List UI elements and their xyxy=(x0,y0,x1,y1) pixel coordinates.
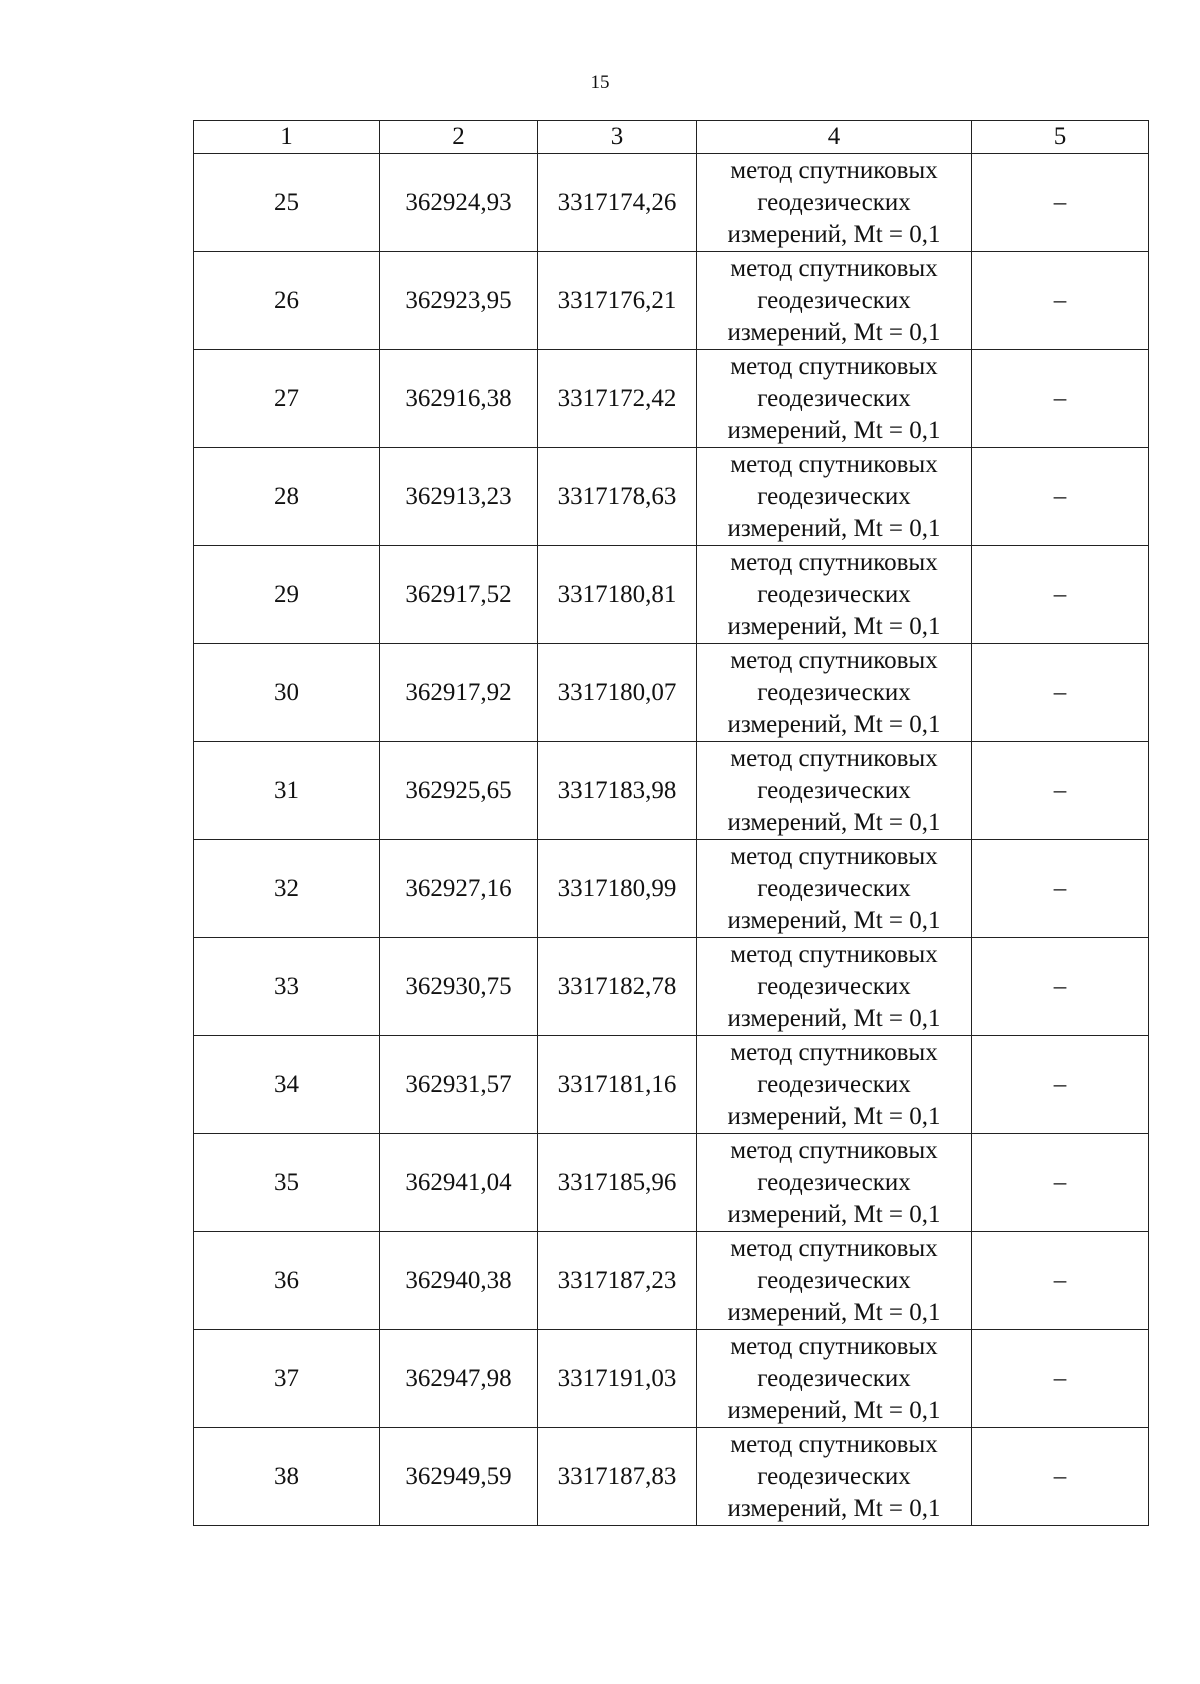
cell-method xyxy=(697,938,972,1036)
cell-note: – xyxy=(972,1036,1149,1134)
cell-point-number: 37 xyxy=(194,1330,380,1428)
method-line: метод спутниковых xyxy=(730,450,938,478)
method-line: измерений, Mt = 0,1 xyxy=(727,318,941,346)
method-line: измерений, Mt = 0,1 xyxy=(727,1004,941,1032)
method-line: геодезических xyxy=(757,874,911,902)
table-body xyxy=(194,121,1149,1526)
method-line: измерений, Mt = 0,1 xyxy=(727,1102,941,1130)
method-line: геодезических xyxy=(757,384,911,412)
cell-coordinate-y: 3317176,21 xyxy=(538,252,697,350)
method-line: геодезических xyxy=(757,972,911,1000)
cell-point-number: 36 xyxy=(194,1232,380,1330)
cell-coordinate-y: 3317187,83 xyxy=(538,1428,697,1526)
method-line: измерений, Mt = 0,1 xyxy=(727,1494,941,1522)
method-line: метод спутниковых xyxy=(730,352,938,380)
column-header: 2 xyxy=(380,121,538,154)
method-line: геодезических xyxy=(757,776,911,804)
method-line: метод спутниковых xyxy=(730,1234,938,1262)
cell-point-number: 28 xyxy=(194,448,380,546)
cell-coordinate-x: 362930,75 xyxy=(380,938,538,1036)
cell-note: – xyxy=(972,742,1149,840)
cell-coordinate-x: 362916,38 xyxy=(380,350,538,448)
method-line: метод спутниковых xyxy=(730,548,938,576)
method-line: метод спутниковых xyxy=(730,1038,938,1066)
table-row xyxy=(194,938,1149,1036)
cell-coordinate-x: 362947,98 xyxy=(380,1330,538,1428)
cell-coordinate-y: 3317180,07 xyxy=(538,644,697,742)
column-header: 5 xyxy=(972,121,1149,154)
cell-coordinate-x: 362941,04 xyxy=(380,1134,538,1232)
method-line: метод спутниковых xyxy=(730,1136,938,1164)
column-header: 1 xyxy=(194,121,380,154)
cell-coordinate-y: 3317181,16 xyxy=(538,1036,697,1134)
method-line: измерений, Mt = 0,1 xyxy=(727,808,941,836)
cell-method xyxy=(697,644,972,742)
method-line: измерений, Mt = 0,1 xyxy=(727,1298,941,1326)
cell-coordinate-y: 3317191,03 xyxy=(538,1330,697,1428)
cell-note: – xyxy=(972,350,1149,448)
cell-method xyxy=(697,742,972,840)
cell-coordinate-x: 362917,92 xyxy=(380,644,538,742)
table-row xyxy=(194,742,1149,840)
cell-point-number: 38 xyxy=(194,1428,380,1526)
method-line: геодезических xyxy=(757,1168,911,1196)
page-number: 15 xyxy=(590,72,610,93)
cell-note: – xyxy=(972,1330,1149,1428)
method-line: измерений, Mt = 0,1 xyxy=(727,1396,941,1424)
method-line: измерений, Mt = 0,1 xyxy=(727,906,941,934)
cell-coordinate-x: 362931,57 xyxy=(380,1036,538,1134)
method-line: метод спутниковых xyxy=(730,1430,938,1458)
cell-method xyxy=(697,154,972,252)
method-line: метод спутниковых xyxy=(730,744,938,772)
cell-method xyxy=(697,252,972,350)
cell-point-number: 35 xyxy=(194,1134,380,1232)
cell-method xyxy=(697,1134,972,1232)
cell-point-number: 27 xyxy=(194,350,380,448)
coordinates-table xyxy=(193,120,1149,1526)
table-row xyxy=(194,1428,1149,1526)
cell-point-number: 30 xyxy=(194,644,380,742)
method-line: геодезических xyxy=(757,1364,911,1392)
cell-note: – xyxy=(972,1134,1149,1232)
cell-note: – xyxy=(972,154,1149,252)
cell-point-number: 25 xyxy=(194,154,380,252)
cell-coordinate-x: 362927,16 xyxy=(380,840,538,938)
method-line: геодезических xyxy=(757,1462,911,1490)
table-row xyxy=(194,1232,1149,1330)
cell-point-number: 29 xyxy=(194,546,380,644)
method-line: геодезических xyxy=(757,1266,911,1294)
table-row xyxy=(194,1330,1149,1428)
cell-coordinate-x: 362923,95 xyxy=(380,252,538,350)
cell-coordinate-y: 3317187,23 xyxy=(538,1232,697,1330)
table-row xyxy=(194,840,1149,938)
cell-method xyxy=(697,350,972,448)
cell-coordinate-x: 362917,52 xyxy=(380,546,538,644)
table-row xyxy=(194,154,1149,252)
method-line: геодезических xyxy=(757,286,911,314)
table-row xyxy=(194,1036,1149,1134)
cell-coordinate-y: 3317180,99 xyxy=(538,840,697,938)
cell-coordinate-y: 3317185,96 xyxy=(538,1134,697,1232)
cell-coordinate-y: 3317178,63 xyxy=(538,448,697,546)
method-line: геодезических xyxy=(757,580,911,608)
method-line: измерений, Mt = 0,1 xyxy=(727,1200,941,1228)
cell-coordinate-x: 362924,93 xyxy=(380,154,538,252)
method-line: метод спутниковых xyxy=(730,646,938,674)
cell-point-number: 26 xyxy=(194,252,380,350)
cell-coordinate-y: 3317172,42 xyxy=(538,350,697,448)
cell-note: – xyxy=(972,546,1149,644)
cell-method xyxy=(697,840,972,938)
method-line: геодезических xyxy=(757,678,911,706)
cell-coordinate-x: 362925,65 xyxy=(380,742,538,840)
cell-coordinate-x: 362949,59 xyxy=(380,1428,538,1526)
table-row xyxy=(194,1134,1149,1232)
cell-note: – xyxy=(972,448,1149,546)
cell-method xyxy=(697,1036,972,1134)
table-row xyxy=(194,350,1149,448)
table-header-row xyxy=(194,121,1149,154)
method-line: геодезических xyxy=(757,482,911,510)
method-line: измерений, Mt = 0,1 xyxy=(727,416,941,444)
method-line: измерений, Mt = 0,1 xyxy=(727,612,941,640)
method-line: метод спутниковых xyxy=(730,156,938,184)
cell-note: – xyxy=(972,938,1149,1036)
cell-point-number: 32 xyxy=(194,840,380,938)
method-line: геодезических xyxy=(757,188,911,216)
cell-method xyxy=(697,1232,972,1330)
method-line: измерений, Mt = 0,1 xyxy=(727,220,941,248)
method-line: измерений, Mt = 0,1 xyxy=(727,710,941,738)
cell-point-number: 34 xyxy=(194,1036,380,1134)
table-row xyxy=(194,448,1149,546)
table-row xyxy=(194,546,1149,644)
method-line: измерений, Mt = 0,1 xyxy=(727,514,941,542)
cell-note: – xyxy=(972,252,1149,350)
cell-method xyxy=(697,1330,972,1428)
cell-method xyxy=(697,1428,972,1526)
cell-coordinate-y: 3317180,81 xyxy=(538,546,697,644)
table-row xyxy=(194,644,1149,742)
column-header: 3 xyxy=(538,121,697,154)
method-line: метод спутниковых xyxy=(730,940,938,968)
cell-note: – xyxy=(972,1232,1149,1330)
cell-note: – xyxy=(972,840,1149,938)
cell-note: – xyxy=(972,1428,1149,1526)
cell-note: – xyxy=(972,644,1149,742)
cell-point-number: 33 xyxy=(194,938,380,1036)
method-line: метод спутниковых xyxy=(730,254,938,282)
cell-point-number: 31 xyxy=(194,742,380,840)
table-row xyxy=(194,252,1149,350)
cell-coordinate-x: 362940,38 xyxy=(380,1232,538,1330)
cell-coordinate-y: 3317182,78 xyxy=(538,938,697,1036)
cell-coordinate-y: 3317174,26 xyxy=(538,154,697,252)
method-line: метод спутниковых xyxy=(730,1332,938,1360)
method-line: геодезических xyxy=(757,1070,911,1098)
cell-coordinate-y: 3317183,98 xyxy=(538,742,697,840)
cell-method xyxy=(697,448,972,546)
column-header: 4 xyxy=(697,121,972,154)
cell-method xyxy=(697,546,972,644)
method-line: метод спутниковых xyxy=(730,842,938,870)
cell-coordinate-x: 362913,23 xyxy=(380,448,538,546)
